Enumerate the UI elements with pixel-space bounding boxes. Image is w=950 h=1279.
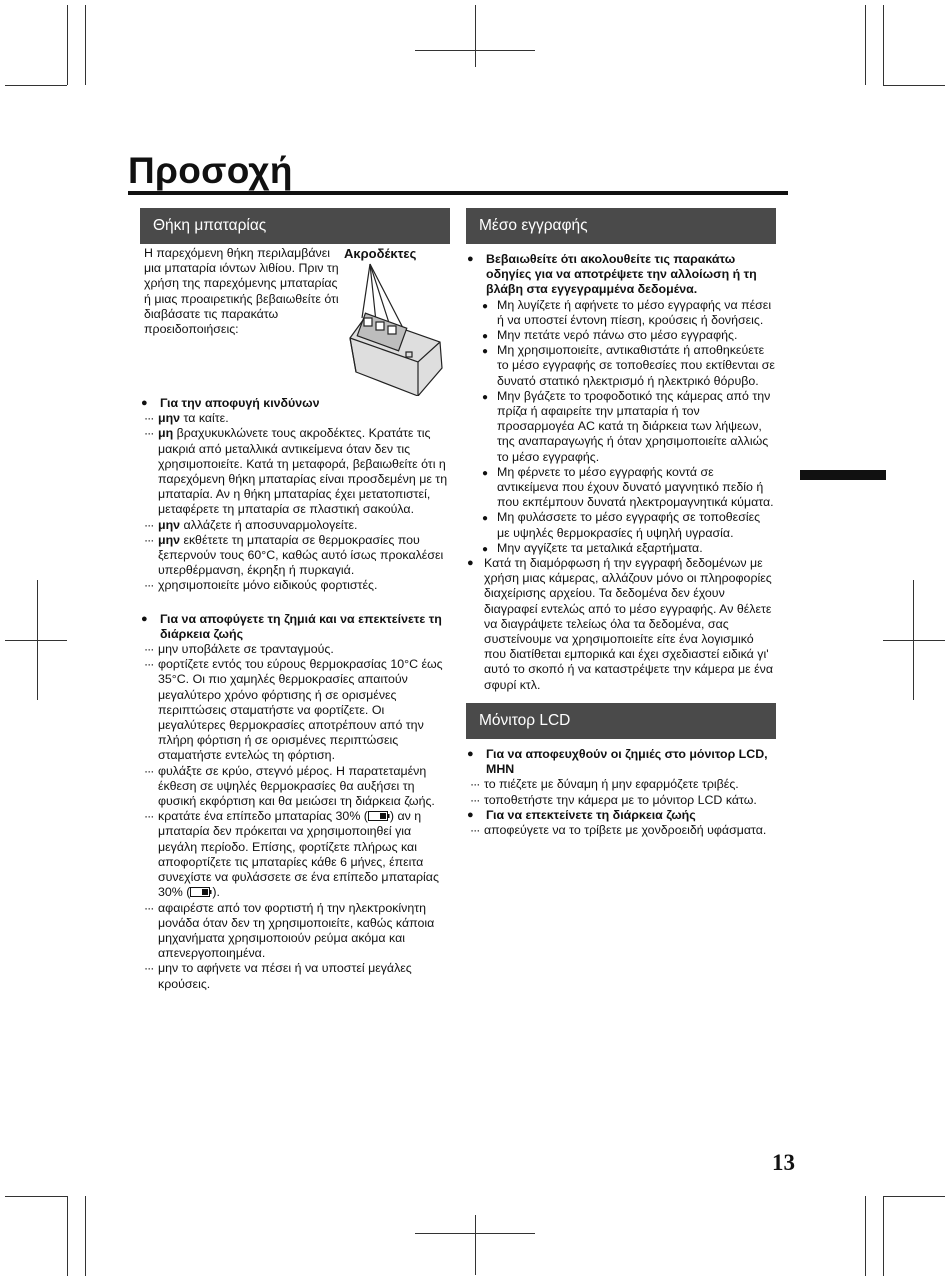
- crop-mark: [883, 640, 945, 641]
- media-format-note: ● Κατά τη διαμόρφωση ή την εγγραφή δεδομένων με χρήση μιας κάμερας, αλλάζουν μόνο οι πληροφορίες διαχείρισης αρχείου. Τα δεδομένα δεν έχουν διαγραφεί εντελώς από το μέσο εγγραφής. Αν θέλετε να διαγράψετε τελείως όλα τα δεδομένα, σας συστείνουμε να χρησιμοποιείτε είτε ένα λογισμικό που διατίθεται εμπορικά και έχει σχεδιαστεί ειδικά γι' αυτό το σκοπό ή να καταστρέψετε την κάμερα με ένα σφυρί κτλ.: [466, 556, 776, 693]
- danger-item: ··· μην τα καίτε.: [140, 411, 450, 426]
- crop-mark: [5, 640, 67, 641]
- media-section: [466, 208, 776, 838]
- life-item: ··· φυλάξτε σε κρύο, στεγνό μέρος. Η παρατεταμένη έκθεση σε υψηλές θερμοκρασίες θα αυξήσει τη φυσική εκφόρτιση και θα μειώσει τη διάρκεια ζωής.: [140, 764, 450, 810]
- lcd-life-item: ··· αποφεύγετε να το τρίβετε με χονδροειδή υφάσματα.: [466, 823, 776, 838]
- crop-mark: [475, 5, 476, 67]
- crop-mark: [883, 5, 884, 85]
- page-number: 13: [772, 1150, 795, 1175]
- crop-mark: [5, 85, 67, 86]
- battery-intro-text: Η παρεχόμενη θήκη περιλαμβάνει μια μπαταρία ιόντων λιθίου. Πριν τη χρήση της παρεχόμενης μπαταρίας ή μιας προαιρετικής βεβαιωθείτε ότι διαβάσατε τις παρακάτω προειδοποιήσεις:: [144, 246, 339, 337]
- lcd-damage-item: ··· το πιέζετε με δύναμη ή μην εφαρμόζετε τριβές.: [466, 777, 776, 792]
- battery-section: [140, 208, 450, 992]
- crop-mark: [865, 1196, 866, 1276]
- danger-item: ··· μη βραχυκυκλώνετε τους ακροδέκτες. Κρατάτε τις μακριά από μεταλλικά αντικείμενα όταν δεν τις χρησιμοποιείτε. Κατά τη μεταφορά, βεβαιωθείτε ότι η παρεχόμενη θήκη μπαταρίας είναι προσδεμένη με τη μπαταρία. Αν η θήκη μπαταρίας έχει μετατοπιστεί, μεταφέρετε τη μπαταρία σε πλαστική σακούλα.: [140, 426, 450, 517]
- title-rule: [128, 191, 788, 195]
- media-sub-item: ● Μην πετάτε νερό πάνω στο μέσο εγγραφής.: [466, 328, 776, 343]
- life-item: ··· αφαιρέστε από τον φορτιστή ή την ηλεκτροκίνητη μονάδα όταν δεν τη χρησιμοποιείτε, καθώς κάποια μηχανήματα χρησιμοποιούν ρεύμα ακόμα και απενεργοποιημένα.: [140, 901, 450, 962]
- lcd-damage-item: ··· τοποθετήστε την κάμερα με το μόνιτορ LCD κάτω.: [466, 793, 776, 808]
- crop-mark: [85, 5, 86, 85]
- lcd-heading: Μόνιτορ LCD: [466, 703, 776, 739]
- media-sub-item: ● Μη λυγίζετε ή αφήνετε το μέσο εγγραφής να πέσει ή να υποστεί έντονη πίεση, κρούσεις ή δονήσεις.: [466, 298, 776, 328]
- crop-mark: [67, 1196, 68, 1276]
- battery-life-heading: ● Για να αποφύγετε τη ζημιά και να επεκτείνετε τη διάρκεια ζωής: [140, 612, 450, 642]
- media-sub-item: ● Μη φέρνετε το μέσο εγγραφής κοντά σε αντικείμενα που έχουν δυνατό μαγνητικό πεδίο ή που εκπέμπουν δυνατά ηλεκτρομαγνητικά κύματα.: [466, 465, 776, 511]
- media-sub-item: ● Μην βγάζετε το τροφοδοτικό της κάμερας από την πρίζα ή αφαιρείτε την μπαταρία ή τον προσαρμογέα AC κατά τη διάρκεια των λήψεων, της αναπαραγωγής ή όταν χρησιμοποιείτε αλλιώς το μέσο εγγραφής.: [466, 389, 776, 465]
- danger-item: ··· μην αλλάζετε ή αποσυναρμολογείτε.: [140, 518, 450, 533]
- battery-heading: Θήκη μπαταρίας: [140, 208, 450, 244]
- battery-level-icon: [190, 887, 212, 897]
- media-main-bullet: ● Βεβαιωθείτε ότι ακολουθείτε τις παρακάτω οδηγίες για να αποτρέψετε την αλλοίωση ή τη βλάβη στα εγγεγραμμένα δεδομένα.: [466, 252, 776, 298]
- life-item: ··· φορτίζετε εντός του εύρους θερμοκρασίας 10°C έως 35°C. Οι πιο χαμηλές θερμοκρασίες απαιτούν μεγαλύτερο χρόνο φόρτισης ή σε ορισμένες περιπτώσεις σταματήστε να φορτίζετε. Οι μεγαλύτερες θερμοκρασίες αποτρέπουν από την πλήρη φόρτιση ή σε ορισμένες περιπτώσεις σταματήστε εντελώς τη φόρτιση.: [140, 657, 450, 763]
- danger-item: ··· μην εκθέτετε τη μπαταρία σε θερμοκρασίες που ξεπερνούν τους 60°C, καθώς αυτό ίσως προκαλέσει υπερθέρμανση, έκρηξη ή πυρκαγιά.: [140, 533, 450, 579]
- life-item: ··· μην υποβάλετε σε τρανταγμούς.: [140, 642, 450, 657]
- media-sub-item: ● Μη χρησιμοποιείτε, αντικαθιστάτε ή αποθηκεύετε το μέσο εγγραφής σε τοποθεσίες που εκτίθενται σε δυνατό στατικό ηλεκτρισμό ή ηλεκτρικό θόρυβο.: [466, 343, 776, 389]
- crop-mark: [67, 5, 68, 85]
- page-title: Προσοχή: [128, 150, 293, 191]
- battery-level-icon: [368, 811, 390, 821]
- media-heading: Μέσο εγγραφής: [466, 208, 776, 244]
- crop-mark: [5, 1196, 67, 1197]
- terminals-label: Ακροδέκτες: [344, 246, 417, 261]
- crop-mark: [85, 1196, 86, 1276]
- crop-mark: [883, 85, 945, 86]
- crop-mark: [475, 1215, 476, 1275]
- battery-intro: [140, 246, 450, 396]
- media-sub-item: ● Μη φυλάσσετε το μέσο εγγραφής σε τοποθεσίες με υψηλές θερμοκρασίες ή υψηλή υγρασία.: [466, 510, 776, 540]
- battery-pack-icon: [346, 260, 446, 396]
- danger-item: ··· χρησιμοποιείτε μόνο ειδικούς φορτιστές.: [140, 578, 450, 593]
- crop-mark: [883, 1196, 945, 1197]
- crop-mark: [37, 580, 38, 700]
- life-item: ··· μην το αφήνετε να πέσει ή να υποστεί μεγάλες κρούσεις.: [140, 961, 450, 991]
- crop-mark: [883, 1196, 884, 1276]
- danger-heading: ● Για την αποφυγή κινδύνων: [140, 396, 450, 411]
- lcd-damage-heading: ● Για να αποφευχθούν οι ζημιές στο μόνιτορ LCD, ΜΗΝ: [466, 747, 776, 777]
- life-item: ··· κρατάτε ένα επίπεδο μπαταρίας 30% ( ) αν η μπαταρία δεν πρόκειται να χρησιμοποιηθεί για μεγάλη περίοδο. Επίσης, φορτίζετε πλήρως και αποφορτίζετε τις μπαταρίες κάθε 6 μήνες, έπειτα συνεχίστε να φυλάσσετε σε ένα επίπεδο μπαταρίας 30% ( ).: [140, 809, 450, 900]
- media-sub-item: ● Μην αγγίζετε τα μεταλικά εξαρτήματα.: [466, 541, 776, 556]
- lcd-life-heading: ● Για να επεκτείνετε τη διάρκεια ζωής: [466, 808, 776, 823]
- side-tab-marker: [800, 470, 886, 480]
- crop-mark: [865, 5, 866, 85]
- crop-mark: [913, 580, 914, 700]
